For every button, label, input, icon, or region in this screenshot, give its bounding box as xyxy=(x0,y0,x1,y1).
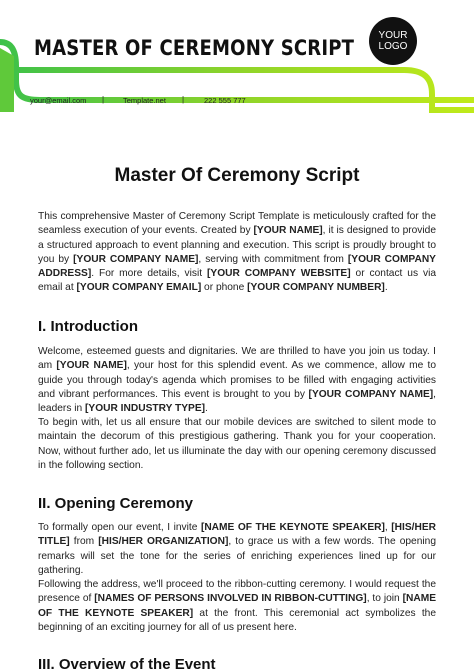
page-header xyxy=(0,0,474,120)
header-title: MASTER OF CEREMONY SCRIPT xyxy=(34,36,355,60)
section-heading-opening-ceremony: II. Opening Ceremony xyxy=(38,495,194,512)
opening-ceremony-paragraph: To formally open our event, I invite [NAME OF THE KEYNOTE SPEAKER], [HIS/HER TITLE] from [HIS/HER ORGANIZATION], to grace us with a few words. The opening remarks will set the tone for the series of enriching experiences lined up for our gathering. xyxy=(38,522,436,576)
header-separator: | xyxy=(102,95,105,104)
document-title: Master Of Ceremony Script xyxy=(114,165,360,186)
section-heading-overview: III. Overview of the Event xyxy=(38,656,216,671)
introduction-paragraph-2: To begin with, let us all ensure that our mobile devices are switched to silent mode to maintain the decorum of this prestigious gathering. Thank you for your cooperation. Now, without further ado, let us illuminate the day with our opening ceremony discussed in the following section. xyxy=(38,417,436,471)
company-logo: YOUR LOGO xyxy=(369,17,417,65)
header-email[interactable]: your@email.com xyxy=(30,96,87,105)
intro-paragraph: This comprehensive Master of Ceremony Script Template is meticulously crafted for the seamless execution of your events. Created by [YOUR NAME], it is designed to provide a structured approach to event planning and execution. This script is proudly brought to you by [YOUR COMPANY NAME], serving with commitment from [YOUR COMPANY ADDRESS]. For more details, visit [YOUR COMPANY WEBSITE] or contact us via email at [YOUR COMPANY EMAIL] or phone [YOUR COMPANY NUMBER]. xyxy=(38,211,436,294)
header-website[interactable]: Template.net xyxy=(123,96,166,105)
header-phone: 222 555 777 xyxy=(204,96,246,105)
opening-ceremony-paragraph-2: Following the address, we'll proceed to the ribbon-cutting ceremony. I would request the presence of [NAMES OF PERSONS INVOLVED IN RIBBON-CUTTING], to join [NAME OF THE KEYNOTE SPEAKER] at the front. This ceremonial act symbolizes the beginning of an exciting journey for all of us present here. xyxy=(38,579,437,633)
section-heading-introduction: I. Introduction xyxy=(38,318,138,335)
introduction-paragraph: Welcome, esteemed guests and dignitaries. We are thrilled to have you join us today. I am [YOUR NAME], your host for this splendid event. As we commence, allow me to guide you through today's agenda which promises to be filled with engaging activities and vibrant performances. This event is brought to you by [YOUR COMPANY NAME], leaders in [YOUR INDUSTRY TYPE]. xyxy=(38,346,437,415)
header-separator: | xyxy=(182,95,185,104)
